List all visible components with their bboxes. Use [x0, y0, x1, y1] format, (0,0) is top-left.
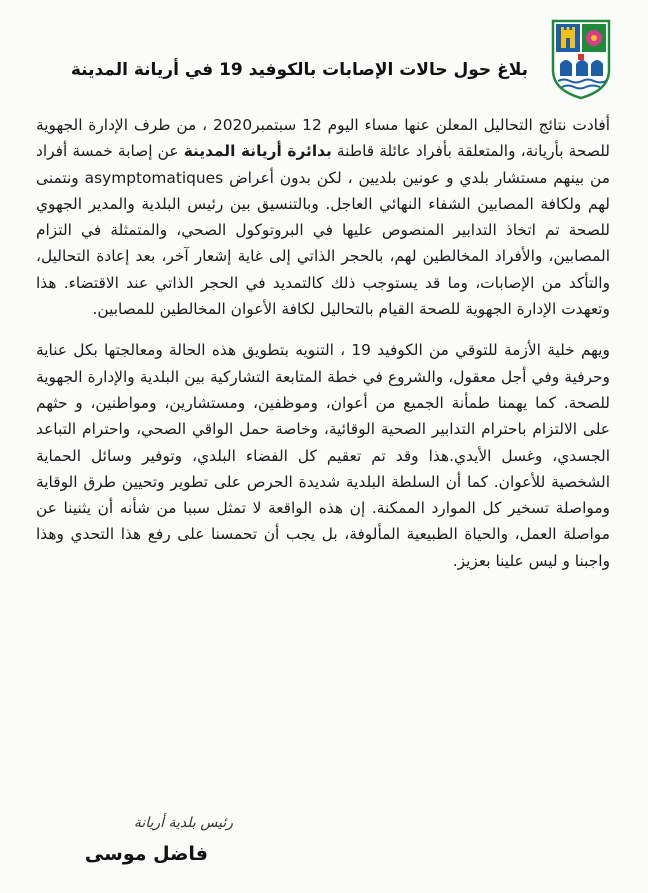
- paragraph-1-part-a: أفادت نتائج التحاليل المعلن عنها مساء اليوم 12 سبتمبر2020 ، من طرف الإدارة الجهوية للصحة بأريانة، والمتعلقة بأفراد عائلة قاطنة: [36, 116, 610, 161]
- paragraph-1: [36, 112, 610, 322]
- location-bold-text: بدائرة أريانة المدينة: [183, 142, 332, 161]
- signature-name: فاضل موسى: [84, 843, 208, 865]
- signature-title: رئيس بلدية أريانة: [133, 815, 233, 831]
- municipality-coat-of-arms-icon: [550, 18, 612, 100]
- paragraph-1-part-b: عن إصابة خمسة أفراد من بينهم مستشار بلدي و عونين بلديين ، لكن بدون أعراض asymptomatiques ونتمنى لهم ولكافة المصابين الشفاء النهائي العاجل. وبالتنسيق بين رئيس البلدية والمدير الجهوي للصحة تم اتخاذ التدابير المنصوص عليها في البروتوكول الصحي، والمتمثلة في التزام المصابين، والأفراد المخالطين لهم، بالحجر الذاتي إلى غاية إشعار آخر، بعد إعادة التحاليل، والتأكد من الإصابات، وما قد يستوجب ذلك كالتمديد في الحجر الذاتي عند الاقتضاء. هذا وتعهدت الإدارة الجهوية للصحة القيام بالتحاليل لكافة الأعوان المخالطين للمصابين.: [36, 142, 610, 319]
- document-body: [36, 112, 610, 574]
- document-title: بلاغ حول حالات الإصابات بالكوفيد 19 في أريانة المدينة: [70, 60, 528, 80]
- paragraph-2: ويهم خلية الأزمة للتوقي من الكوفيد 19 ، التنويه بتطويق هذه الحالة ومعالجتها بكل عناية وحرفية وفي أجل معقول، والشروع في خطة المتابعة التشاركية بين البلدية والإدارة الجهوية للصحة. كما يهمنا طمأنة الجميع من أعوان، وموظفين، ومستشارين، ومواطنين، و حثهم على الالتزام باحترام التدابير الصحية الوقائية، وخاصة حمل الواقي الصحي، واحترام التباعد الجسدي، وغسل الأيدي.هذا وقد تم تعقيم كل الفضاء البلدي، وتوفير وسائل الحماية الشخصية للأعوان. كما أن السلطة البلدية شديدة الحرص على تطوير وتحيين طرق الوقاية ومواصلة تسخير كل الموارد الممكنة. إن هذه الواقعة لا تمثل سببا من شأنه أن يثنينا عن مواصلة العمل، والحياة الطبيعية المألوفة، بل يجب أن تحمسنا على رفع هذا التحدي وهذا واجبنا و ليس علينا بعزيز.: [36, 341, 610, 570]
